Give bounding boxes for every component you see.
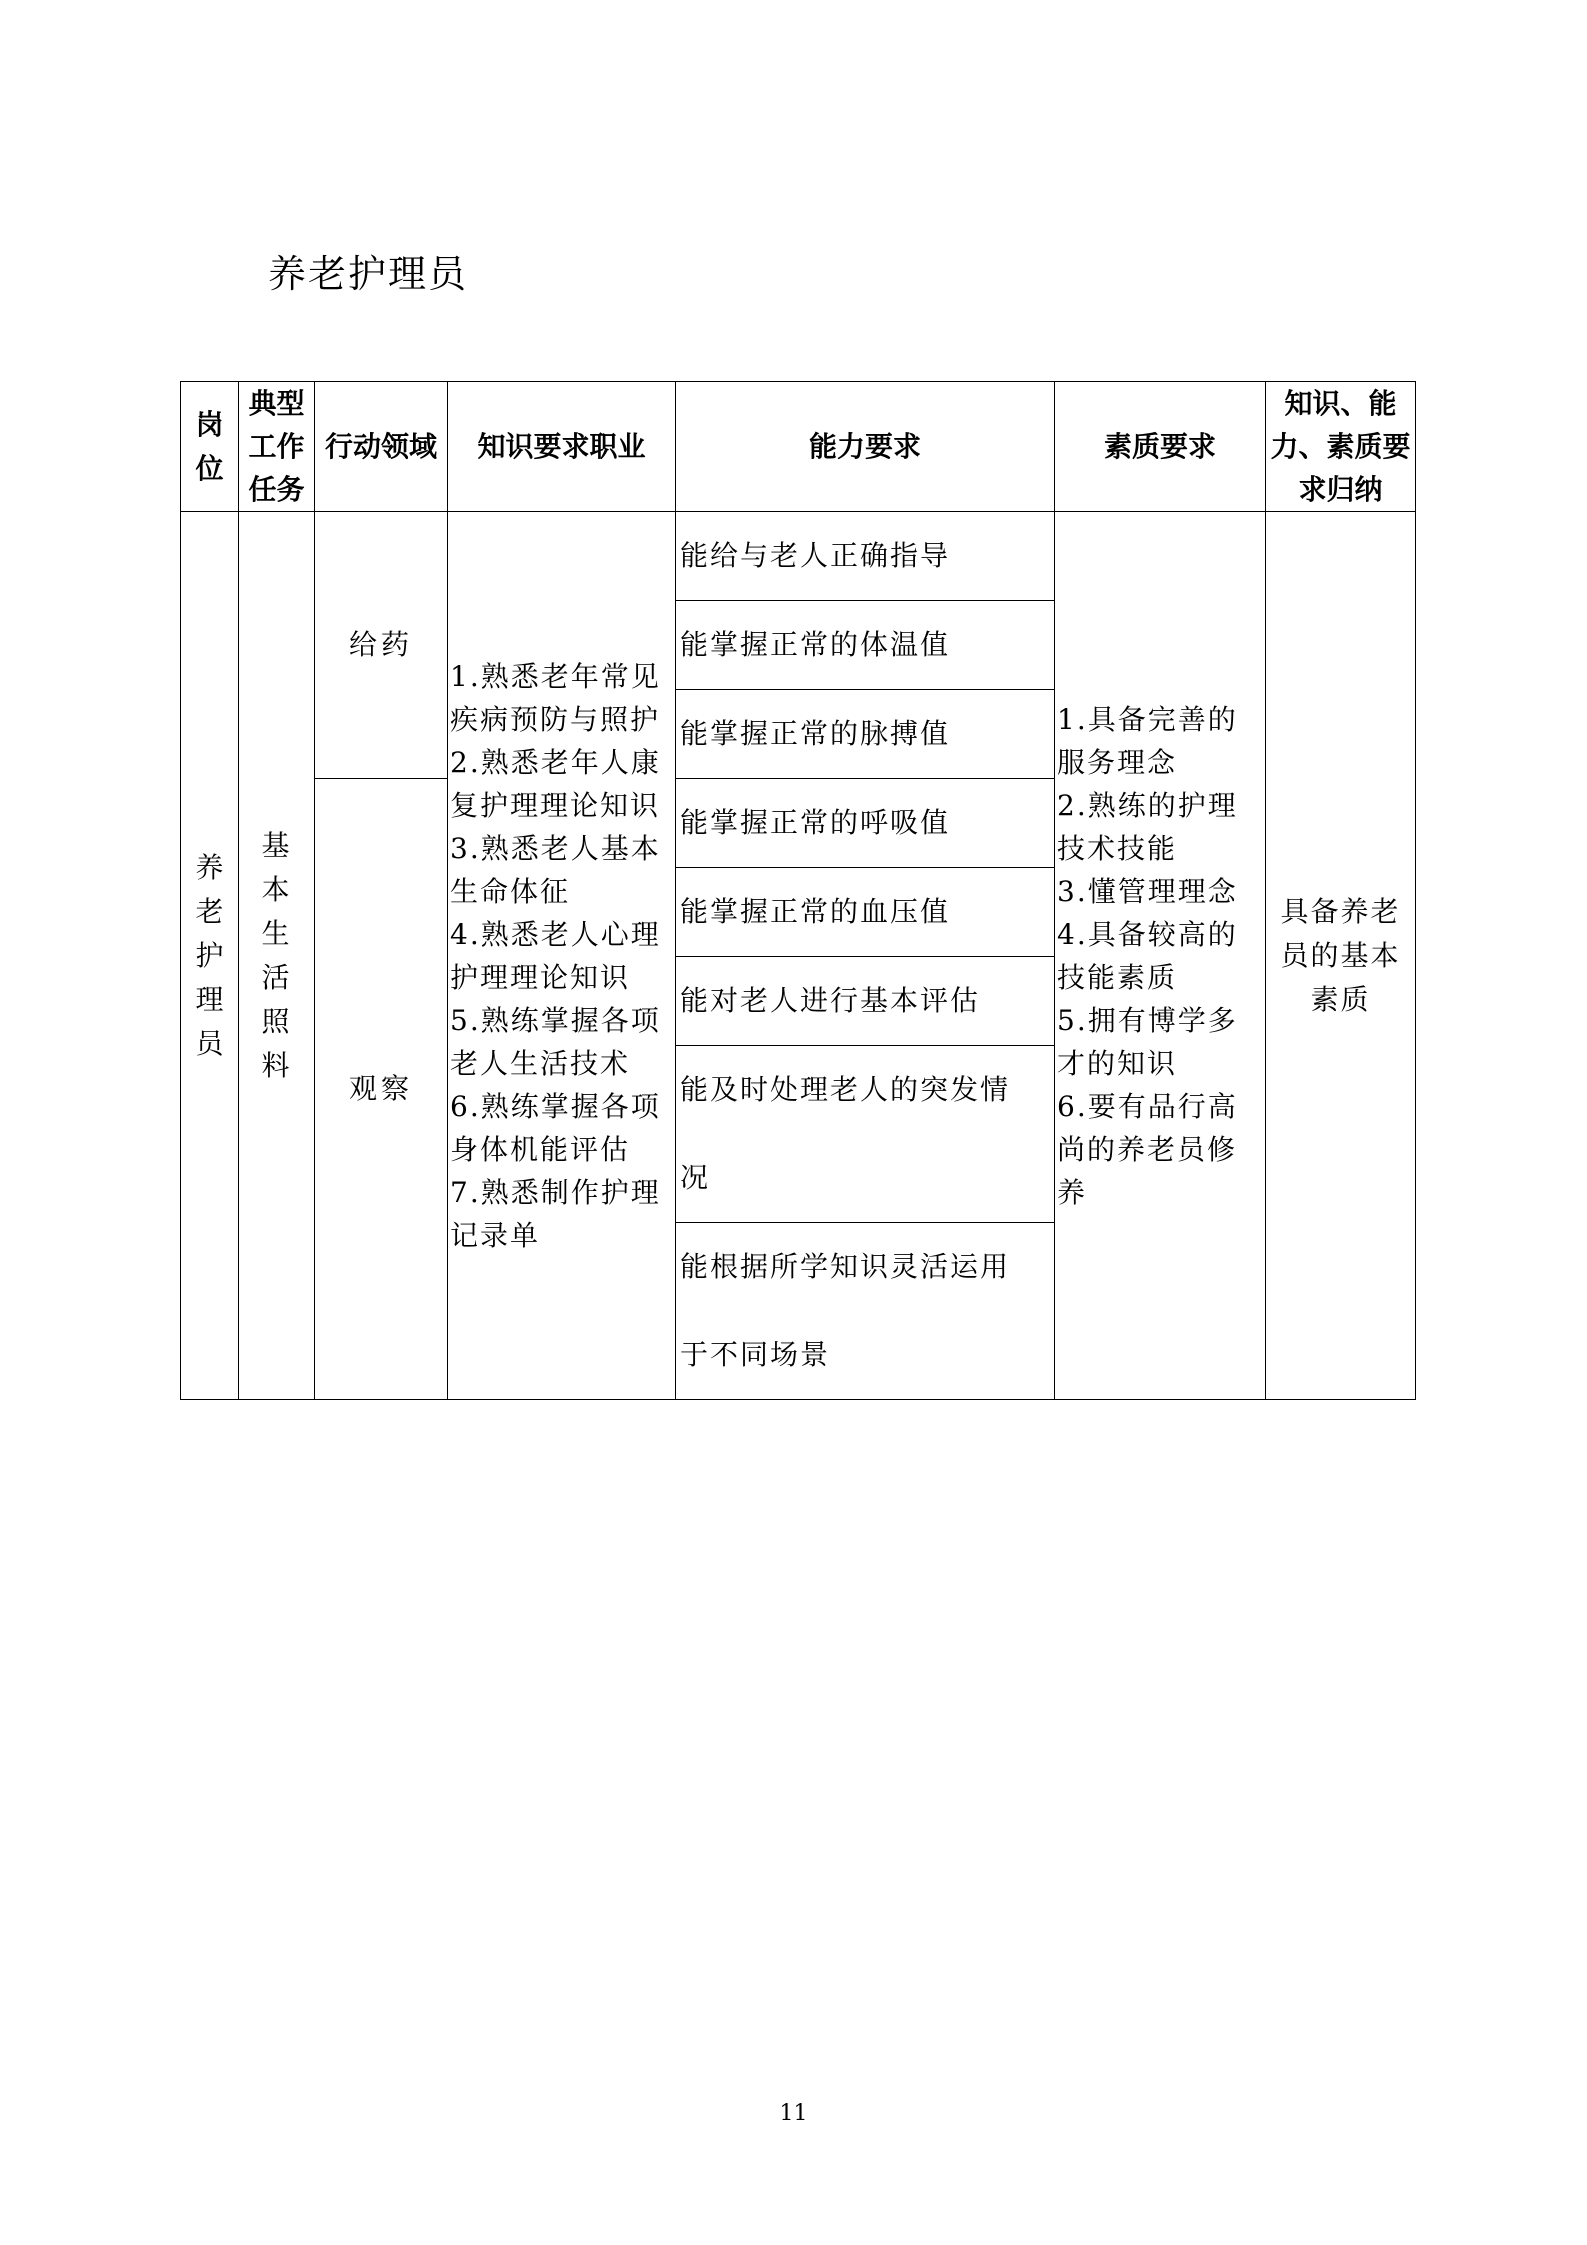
quality-item: 1.具备完善的服务理念	[1057, 702, 1238, 779]
position-cell: 养老护理员	[181, 512, 239, 1400]
requirements-table	[180, 381, 1416, 1400]
knowledge-item: 1.熟悉老年常见疾病预防与照护	[450, 659, 661, 736]
header-summary: 知识、能力、素质要求归纳	[1266, 382, 1416, 512]
page-title: 养老护理员	[268, 252, 469, 296]
table-row	[181, 512, 1416, 601]
header-task: 典型工作任务	[239, 382, 315, 512]
ability-cell: 能掌握正常的血压值	[676, 868, 1055, 957]
quality-item: 6.要有品行高尚的养老员修养	[1057, 1089, 1238, 1209]
header-domain: 行动领域	[315, 382, 448, 512]
knowledge-item: 5.熟练掌握各项老人生活技术	[450, 1003, 661, 1080]
ability-cell: 能掌握正常的呼吸值	[676, 779, 1055, 868]
quality-item: 3.懂管理理念	[1057, 874, 1238, 908]
header-knowledge: 知识要求职业	[448, 382, 676, 512]
ability-cell: 能及时处理老人的突发情况	[676, 1046, 1055, 1223]
domain-cell-0: 给药	[315, 512, 448, 779]
summary-cell: 具备养老员的基本素质	[1266, 512, 1416, 1400]
header-position: 岗位	[181, 382, 239, 512]
header-ability: 能力要求	[676, 382, 1055, 512]
task-cell: 基本生活照料	[239, 512, 315, 1400]
ability-cell: 能掌握正常的体温值	[676, 601, 1055, 690]
quality-item: 2.熟练的护理技术技能	[1057, 788, 1238, 865]
quality-item: 5.拥有博学多才的知识	[1057, 1003, 1238, 1080]
knowledge-item: 6.熟练掌握各项身体机能评估	[450, 1089, 661, 1166]
knowledge-item: 7.熟悉制作护理记录单	[450, 1175, 661, 1252]
domain-cell-1: 观察	[315, 779, 448, 1400]
quality-cell	[1055, 512, 1266, 1400]
knowledge-cell	[448, 512, 676, 1400]
knowledge-item: 2.熟悉老年人康复护理理论知识	[450, 745, 661, 822]
header-quality: 素质要求	[1055, 382, 1266, 512]
knowledge-item: 4.熟悉老人心理护理理论知识	[450, 917, 661, 994]
knowledge-item: 3.熟悉老人基本生命体征	[450, 831, 661, 908]
page-number: 11	[779, 2101, 808, 2126]
ability-cell: 能给与老人正确指导	[676, 512, 1055, 601]
ability-cell: 能掌握正常的脉搏值	[676, 690, 1055, 779]
quality-item: 4.具备较高的技能素质	[1057, 917, 1238, 994]
ability-cell: 能对老人进行基本评估	[676, 957, 1055, 1046]
ability-cell: 能根据所学知识灵活运用于不同场景	[676, 1223, 1055, 1400]
table-header-row	[181, 382, 1416, 512]
